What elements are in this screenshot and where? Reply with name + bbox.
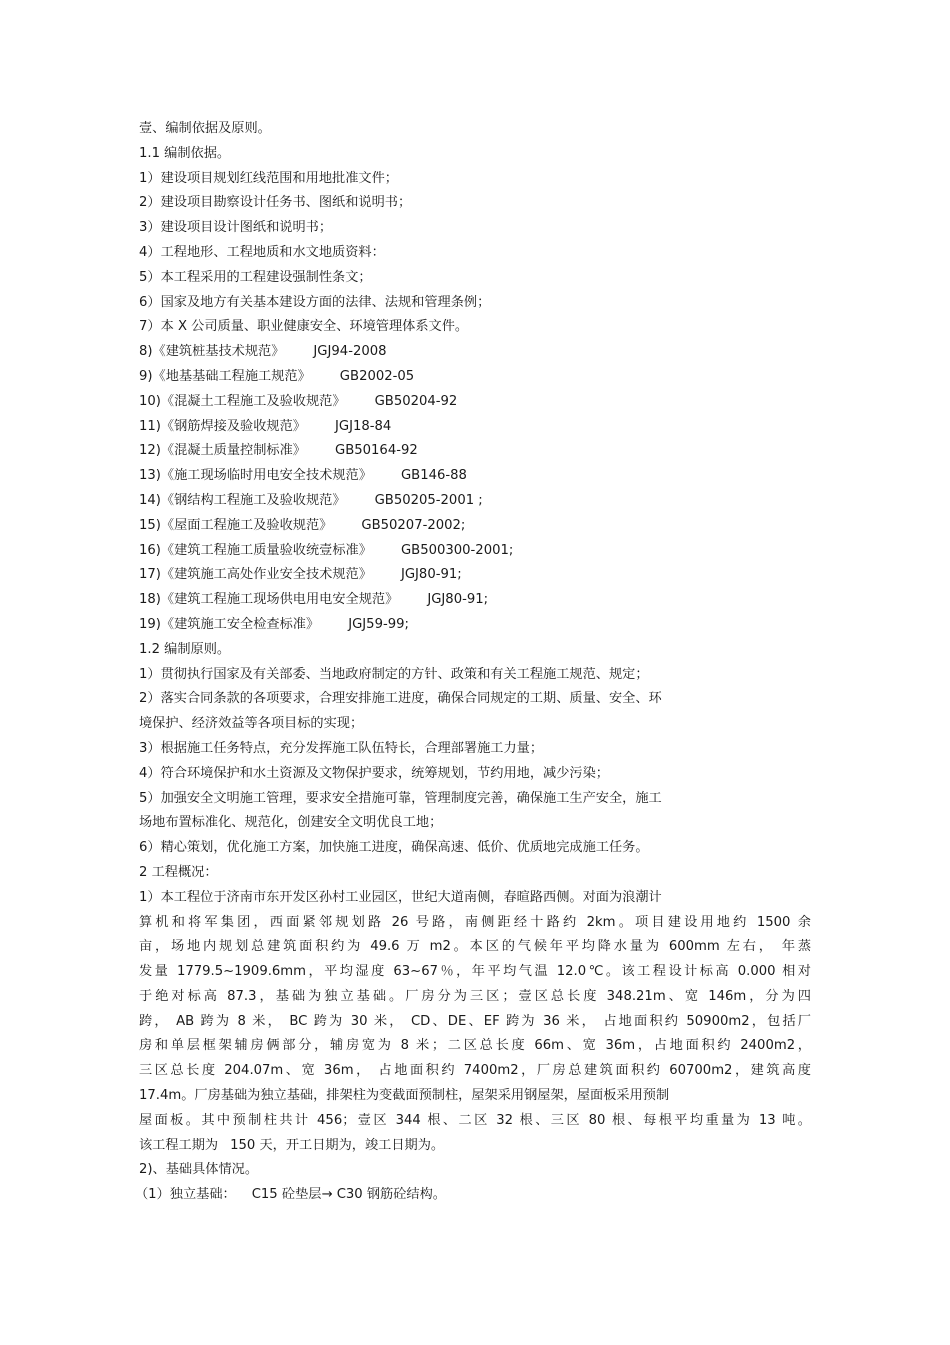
text: 456；壹区 344 根、二区 32 根、三区 80 根、每根平均重量为	[317, 1112, 753, 1128]
text: 49.6 万 m2。本区的气候年平均降水量为	[370, 939, 662, 955]
text: 2 工程概况：	[139, 864, 218, 880]
text: （1）独立基础：	[135, 1187, 236, 1203]
text: 26 号路，南侧距经十路约	[391, 914, 580, 930]
standard-title: 13)《施工现场临时用电安全技术规范》	[139, 468, 372, 484]
text: BC 跨为 30 米，	[289, 1013, 405, 1029]
standard-item	[139, 340, 811, 365]
text: 17.4m。厂房基础为独立基础，排架柱为变截面预制柱，屋架采用钢屋架，屋面板采用预制	[139, 1088, 670, 1104]
text: 场地布置标准化、规范化，创建安全文明优良工地；	[139, 815, 443, 831]
text: 7）本 X 公司质量、职业健康安全、环境管理体系文件。	[139, 319, 469, 335]
standard-title: 10)《混凝土工程施工及验收规范》	[139, 393, 346, 409]
paragraph-line	[139, 886, 811, 911]
text: 2)、基础具体情况。	[139, 1162, 259, 1178]
text: 年蒸	[781, 939, 812, 955]
text: 该工程工期为	[139, 1137, 219, 1153]
text: 4）符合环境保护和水土资源及文物保护要求，统筹规划，节约用地，减少污染；	[139, 765, 609, 781]
section-heading	[139, 117, 811, 142]
text: 4）工程地形、工程地质和水文地质资料：	[139, 244, 385, 260]
text: 跨，	[139, 1013, 170, 1029]
list-item	[139, 241, 811, 266]
text: 66m、宽 36m，占地面积约	[534, 1038, 734, 1054]
list-item-continued	[139, 712, 811, 737]
text: 3）根据施工任务特点，充分发挥施工队伍特长，合理部署施工力量；	[139, 740, 544, 756]
standard-item	[139, 563, 811, 588]
standard-code: GB146-88	[400, 468, 467, 484]
list-item	[139, 266, 811, 291]
text: 348.21m、宽 146m，分为四	[606, 988, 811, 1004]
list-item	[139, 787, 811, 812]
standard-code: GB50205-2001 ;	[374, 492, 483, 508]
text: 占地面积约	[378, 1063, 458, 1079]
list-item	[139, 663, 811, 688]
list-item	[139, 216, 811, 241]
standard-title: 12)《混凝土质量控制标准》	[139, 443, 306, 459]
paragraph-line	[139, 985, 811, 1010]
standard-item	[139, 365, 811, 390]
standard-item	[139, 588, 811, 613]
standard-item	[139, 464, 811, 489]
text: 6）国家及地方有关基本建设方面的法律、法规和管理条例；	[139, 294, 491, 310]
text: 12.0℃。该工程设计标高	[556, 964, 732, 980]
text: 2）落实合同条款的各项要求，合理安排施工进度，确保合同规定的工期、质量、安全、环	[139, 691, 662, 707]
text: 1）建设项目规划红线范围和用地批准文件；	[139, 170, 398, 186]
text: 2400m2，	[740, 1038, 811, 1054]
text: 7400m2，厂房总建筑面积约	[463, 1063, 663, 1079]
list-item	[139, 836, 811, 861]
text: 三区总长度	[139, 1063, 218, 1079]
text: 5）本工程采用的工程建设强制性条文；	[139, 269, 372, 285]
list-item	[135, 1183, 811, 1208]
text: 13 吨。	[758, 1112, 811, 1128]
text: 6）精心策划，优化施工方案，加快施工进度，确保高速、低价、优质地完成施工任务。	[139, 840, 649, 856]
standard-title: 11)《钢筋焊接及验收规范》	[139, 418, 306, 434]
text: 境保护、经济效益等各项目标的实现；	[139, 716, 364, 732]
text: 1.1 编制依据。	[139, 145, 231, 161]
section-heading	[139, 861, 811, 886]
text: 8 米；二区总长度	[400, 1038, 528, 1054]
text: 亩，场地内规划总建筑面积约为	[139, 939, 364, 955]
standard-item	[139, 415, 811, 440]
standard-code: GB500300-2001;	[400, 542, 514, 558]
text: 50900m2，包括厂	[686, 1013, 811, 1029]
standard-title: 18)《建筑工程施工现场供电用电安全规范》	[139, 592, 399, 608]
document-body	[135, 117, 812, 1208]
paragraph-line	[139, 1084, 811, 1109]
text: 0.000 相对	[737, 964, 811, 980]
list-item	[139, 167, 811, 192]
text: 屋面板。其中预制柱共计	[139, 1112, 311, 1128]
text: 2km。项目建设用地约	[586, 914, 750, 930]
subsection-heading	[139, 638, 811, 663]
list-item	[139, 1158, 811, 1183]
standard-code: GB50164-92	[335, 443, 418, 459]
standard-item	[139, 539, 811, 564]
paragraph-line	[139, 960, 811, 985]
standard-code: JGJ80-91;	[400, 567, 462, 583]
standard-item	[139, 439, 811, 464]
text: 2）建设项目勘察设计任务书、图纸和说明书；	[139, 195, 412, 211]
list-item	[139, 191, 811, 216]
text: 发量 1779.5~1909.6mm，平均湿度	[139, 964, 387, 980]
paragraph-line	[139, 935, 811, 960]
text: 1.2 编制原则。	[139, 641, 231, 657]
text: AB 跨为 8 米，	[176, 1013, 283, 1029]
text: 房和单层框架辅房俩部分，辅房宽为	[139, 1038, 394, 1054]
text: 63~67％，年平均气温	[393, 964, 551, 980]
standard-title: 17)《建筑施工高处作业安全技术规范》	[139, 567, 372, 583]
paragraph-line	[139, 1134, 811, 1159]
standard-code: JGJ94-2008	[313, 344, 387, 360]
paragraph-line	[139, 1034, 811, 1059]
subsection-heading	[139, 142, 811, 167]
paragraph-line	[139, 1109, 811, 1134]
standard-title: 9)《地基基础工程施工规范》	[139, 368, 311, 384]
text: CD、DE、EF 跨为 36 米，	[410, 1013, 597, 1029]
text: 于绝对标高	[139, 988, 220, 1004]
list-item	[139, 687, 811, 712]
standard-title: 19)《建筑施工安全检查标准》	[139, 616, 320, 632]
text: 204.07m、宽 36m，	[224, 1063, 372, 1079]
standard-code: JGJ59-99;	[348, 616, 409, 632]
standard-code: GB2002-05	[339, 368, 415, 384]
standard-item	[139, 514, 811, 539]
text: 3）建设项目设计图纸和说明书；	[139, 220, 333, 236]
text: 600mm 左右，	[668, 939, 775, 955]
standard-title: 15)《屋面工程施工及验收规范》	[139, 517, 333, 533]
text: C15 砼垫层→ C30 钢筋砼结构。	[251, 1187, 446, 1203]
text: 1500 余	[756, 914, 811, 930]
standard-code: JGJ80-91;	[427, 592, 489, 608]
standard-code: JGJ18-84	[335, 418, 392, 434]
text: 1）本工程位于济南市东开发区孙村工业园区，世纪大道南侧，春暄路西侧。对面为浪潮计	[139, 889, 662, 905]
text: 5）加强安全文明施工管理，要求安全措施可靠，管理制度完善，确保施工生产安全，施工	[139, 790, 662, 806]
standard-item	[139, 390, 811, 415]
list-item	[139, 315, 811, 340]
standard-title: 8)《建筑桩基技术规范》	[139, 344, 285, 360]
text: 1）贯彻执行国家及有关部委、当地政府制定的方针、政策和有关工程施工规范、规定；	[139, 666, 649, 682]
standard-item	[139, 613, 811, 638]
paragraph-line	[139, 1010, 811, 1035]
text: 算机和将军集团，西面紧邻规划路	[139, 914, 385, 930]
paragraph-line	[139, 1059, 811, 1084]
text: 150 天，开工日期为，竣工日期为。	[230, 1137, 445, 1153]
list-item	[139, 737, 811, 762]
text: 60700m2，建筑高度	[669, 1063, 811, 1079]
standard-title: 14)《钢结构工程施工及验收规范》	[139, 492, 346, 508]
text: 壹、编制依据及原则。	[139, 121, 271, 136]
paragraph-line	[139, 911, 811, 936]
standard-item	[139, 489, 811, 514]
text: 87.3，基础为独立基础。厂房分为三区；壹区总长度	[227, 988, 600, 1004]
text: 占地面积约	[603, 1013, 681, 1029]
standard-code: GB50207-2002;	[361, 517, 466, 533]
list-item	[139, 762, 811, 787]
list-item	[139, 291, 811, 316]
standard-title: 16)《建筑工程施工质量验收统壹标准》	[139, 542, 372, 558]
standard-code: GB50204-92	[374, 393, 458, 409]
list-item-continued	[139, 811, 811, 836]
